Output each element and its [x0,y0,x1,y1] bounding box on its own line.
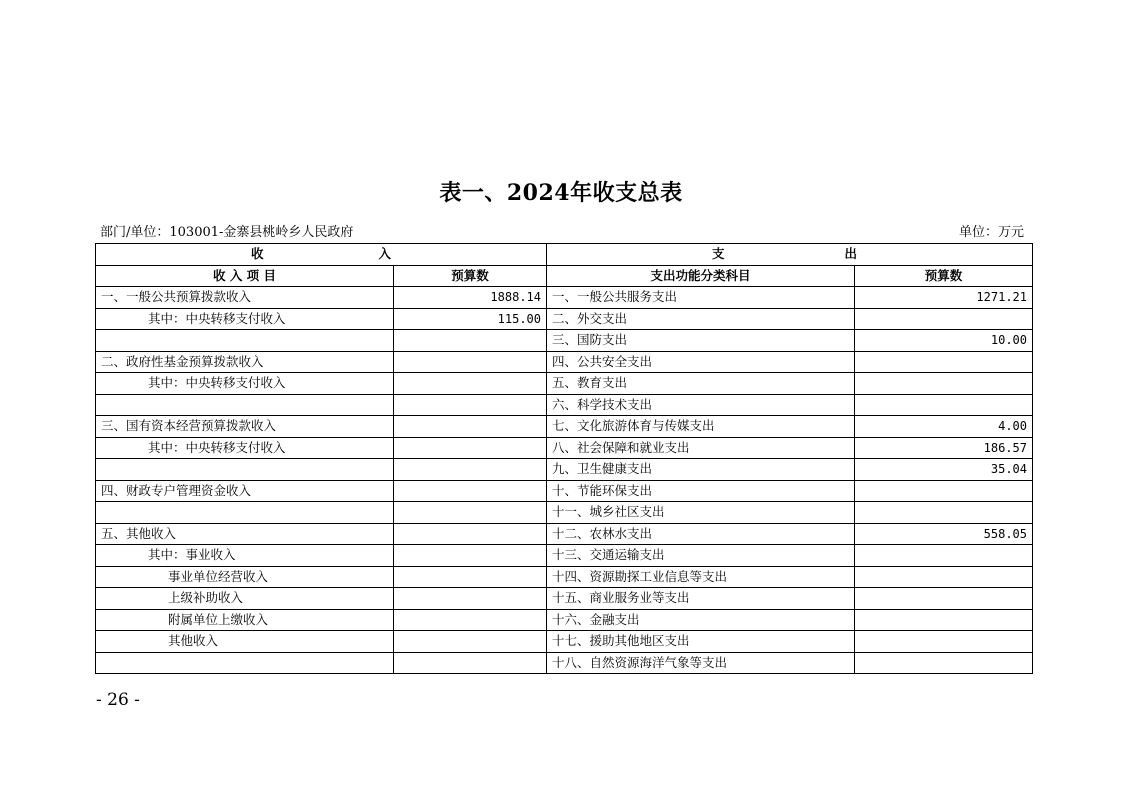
income-item-cell: 三、国有资本经营预算拨款收入 [96,416,394,438]
income-value-cell [394,631,547,653]
expense-value-cell [855,631,1033,653]
income-item-cell: 上级补助收入 [96,588,394,610]
income-value-cell [394,609,547,631]
income-value-cell [394,502,547,524]
department-label: 部门/单位：103001-金寨县桃岭乡人民政府 [100,225,354,240]
expense-value-cell: 186.57 [855,437,1033,459]
table-row [96,437,1033,459]
income-value-cell: 1888.14 [394,287,547,309]
expense-item-cell: 十四、资源勘探工业信息等支出 [547,566,855,588]
income-item-cell [96,502,394,524]
expense-item-cell: 十一、城乡社区支出 [547,502,855,524]
income-value-cell [394,416,547,438]
income-value-cell [394,523,547,545]
expense-item-cell: 十、节能环保支出 [547,480,855,502]
income-value-cell [394,588,547,610]
expense-item-cell: 十五、商业服务业等支出 [547,588,855,610]
expense-item-cell: 六、科学技术支出 [547,394,855,416]
page-title: 表一、2024年收支总表 [439,180,683,206]
expense-value-cell: 1271.21 [855,287,1033,309]
income-value-cell [394,351,547,373]
income-item-cell [96,394,394,416]
expense-value-cell [855,351,1033,373]
expense-budget-header: 预算数 [855,265,1033,287]
income-section-header [96,244,547,266]
table-row [96,588,1033,610]
expense-item-cell: 十二、农林水支出 [547,523,855,545]
expense-item-cell: 三、国防支出 [547,330,855,352]
expense-value-cell [855,652,1033,674]
table-row [96,308,1033,330]
expense-header-right: 出 [844,246,857,262]
expense-item-cell: 二、外交支出 [547,308,855,330]
expense-item-cell: 十八、自然资源海洋气象等支出 [547,652,855,674]
income-item-cell: 其中：中央转移支付收入 [96,373,394,395]
expense-value-cell [855,308,1033,330]
income-value-cell [394,566,547,588]
income-item-cell: 其中：中央转移支付收入 [96,437,394,459]
table-row [96,609,1033,631]
table-row [96,631,1033,653]
expense-value-cell [855,566,1033,588]
expense-item-cell: 九、卫生健康支出 [547,459,855,481]
table-row [96,566,1033,588]
expense-value-cell: 4.00 [855,416,1033,438]
expense-value-cell [855,394,1033,416]
page-number: - 26 - [96,690,140,710]
budget-table [95,243,1033,674]
income-item-cell [96,330,394,352]
expense-item-cell: 四、公共安全支出 [547,351,855,373]
table-row [96,287,1033,309]
expense-item-cell: 一、一般公共服务支出 [547,287,855,309]
table-row [96,416,1033,438]
income-item-cell: 其中：事业收入 [96,545,394,567]
expense-value-cell: 558.05 [855,523,1033,545]
income-value-cell [394,437,547,459]
income-item-cell: 事业单位经营收入 [96,566,394,588]
expense-value-cell: 35.04 [855,459,1033,481]
table-row [96,330,1033,352]
income-item-cell: 其他收入 [96,631,394,653]
income-item-cell: 五、其他收入 [96,523,394,545]
table-row [96,523,1033,545]
table-row [96,373,1033,395]
income-header-left: 收 [251,246,264,262]
column-header-row [96,265,1033,287]
income-value-cell [394,373,547,395]
expense-value-cell [855,609,1033,631]
section-header-row [96,244,1033,266]
expense-item-cell: 八、社会保障和就业支出 [547,437,855,459]
expense-header-left: 支 [712,246,725,262]
table-row [96,502,1033,524]
table-row [96,459,1033,481]
income-value-cell [394,394,547,416]
expense-item-cell: 十六、金融支出 [547,609,855,631]
income-item-header: 收 入 项 目 [96,265,394,287]
income-header-right: 入 [378,246,391,262]
income-item-cell: 其中：中央转移支付收入 [96,308,394,330]
table-row [96,652,1033,674]
table-row [96,545,1033,567]
income-value-cell [394,480,547,502]
income-item-cell [96,459,394,481]
income-item-cell: 附属单位上缴收入 [96,609,394,631]
table-row [96,394,1033,416]
unit-label: 单位：万元 [958,225,1024,240]
income-item-cell: 一、一般公共预算拨款收入 [96,287,394,309]
table-row [96,480,1033,502]
income-budget-header: 预算数 [394,265,547,287]
income-value-cell [394,652,547,674]
expense-item-cell: 十七、援助其他地区支出 [547,631,855,653]
expense-value-cell [855,480,1033,502]
expense-item-cell: 十三、交通运输支出 [547,545,855,567]
income-item-cell: 二、政府性基金预算拨款收入 [96,351,394,373]
income-item-cell [96,652,394,674]
table-row [96,351,1033,373]
expense-value-cell [855,588,1033,610]
income-item-cell: 四、财政专户管理资金收入 [96,480,394,502]
expense-value-cell [855,502,1033,524]
expense-item-cell: 五、教育支出 [547,373,855,395]
expense-section-header [547,244,1033,266]
income-value-cell [394,545,547,567]
income-value-cell [394,459,547,481]
income-value-cell: 115.00 [394,308,547,330]
expense-item-header: 支出功能分类科目 [547,265,855,287]
income-value-cell [394,330,547,352]
expense-value-cell [855,373,1033,395]
expense-value-cell: 10.00 [855,330,1033,352]
expense-value-cell [855,545,1033,567]
expense-item-cell: 七、文化旅游体育与传媒支出 [547,416,855,438]
